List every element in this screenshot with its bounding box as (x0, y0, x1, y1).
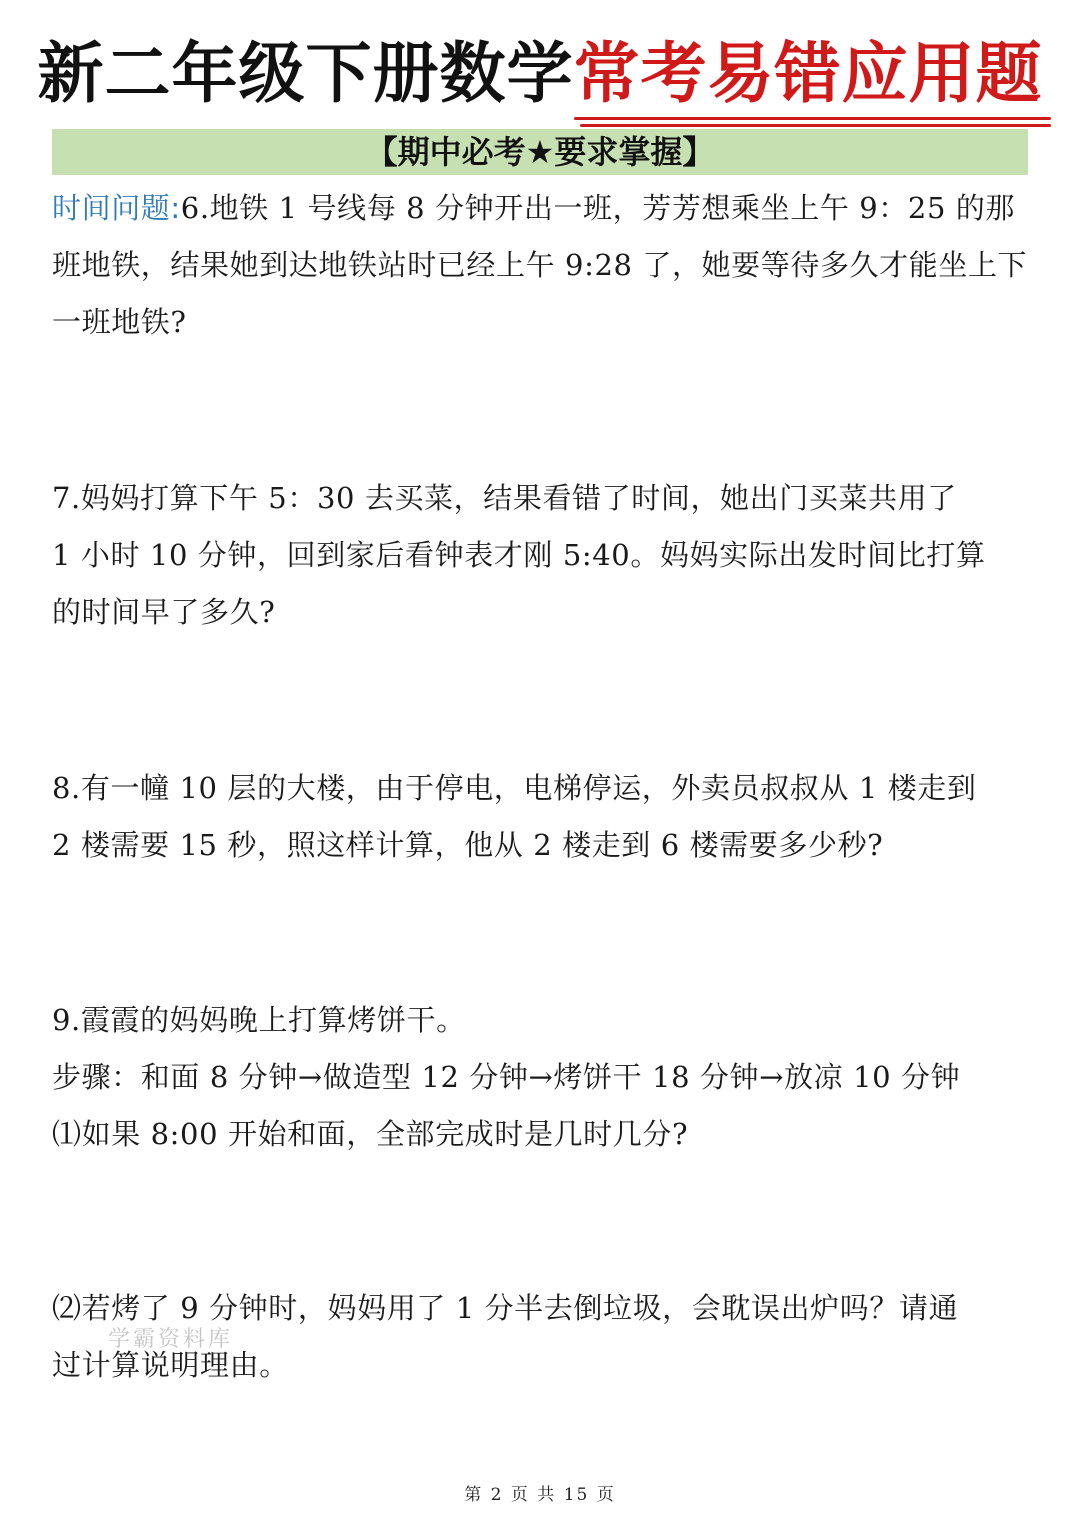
question-6-line-3: 一班地铁? (52, 305, 187, 339)
question-6-line-1-text: 6.地铁 1 号线每 8 分钟开出一班，芳芳想乘坐上午 9：25 的那 (180, 191, 1016, 225)
question-9-intro: 9.霞霞的妈妈晚上打算烤饼干。 (52, 1003, 466, 1037)
question-9-sub-1: ⑴如果 8:00 开始和面，全部完成时是几时几分? (52, 1117, 689, 1151)
title-red-text: 常考易错应用题 (573, 35, 1043, 112)
title-black-part: 新二年级下册数学 (37, 35, 574, 112)
question-9 (52, 992, 1032, 1163)
question-6-line-1 (52, 180, 1032, 237)
question-9-sub-2-line-2: 过计算说明理由。 (52, 1348, 289, 1382)
question-9-sub-2-line-1: ⑵若烤了 9 分钟时，妈妈用了 1 分半去倒垃圾，会耽误出炉吗？请通 (52, 1291, 959, 1325)
question-7-line-2: 1 小时 10 分钟，回到家后看钟表才刚 5:40。妈妈实际出发时间比打算 (52, 538, 986, 572)
question-8 (52, 760, 1032, 874)
question-7-line-3: 的时间早了多久? (52, 595, 276, 629)
question-7-line-1: 7.妈妈打算下午 5：30 去买菜，结果看错了时间，她出门买菜共用了 (52, 481, 957, 515)
page-title (0, 30, 1080, 122)
question-9-steps: 步骤：和面 8 分钟→做造型 12 分钟→烤饼干 18 分钟→放凉 10 分钟 (52, 1060, 961, 1094)
question-8-line-1: 8.有一幢 10 层的大楼，由于停电，电梯停运，外卖员叔叔从 1 楼走到 (52, 771, 977, 805)
title-red-part (574, 30, 1043, 122)
title-underline-second (580, 124, 1051, 127)
question-7 (52, 470, 1032, 641)
question-6 (52, 180, 1032, 351)
topic-tag: 时间问题: (52, 191, 181, 225)
title-underline (574, 117, 1051, 120)
watermark: 学霸资料库 (108, 1327, 234, 1352)
section-banner: 【期中必考★要求掌握】 (52, 129, 1028, 175)
question-8-line-2: 2 楼需要 15 秒，照这样计算，他从 2 楼走到 6 楼需要多少秒? (52, 828, 884, 862)
page-footer: 第 2 页 共 15 页 (464, 1485, 616, 1505)
question-6-line-2: 班地铁，结果她到达地铁站时已经上午 9:28 了，她要等待多久才能坐上下 (52, 248, 1028, 282)
